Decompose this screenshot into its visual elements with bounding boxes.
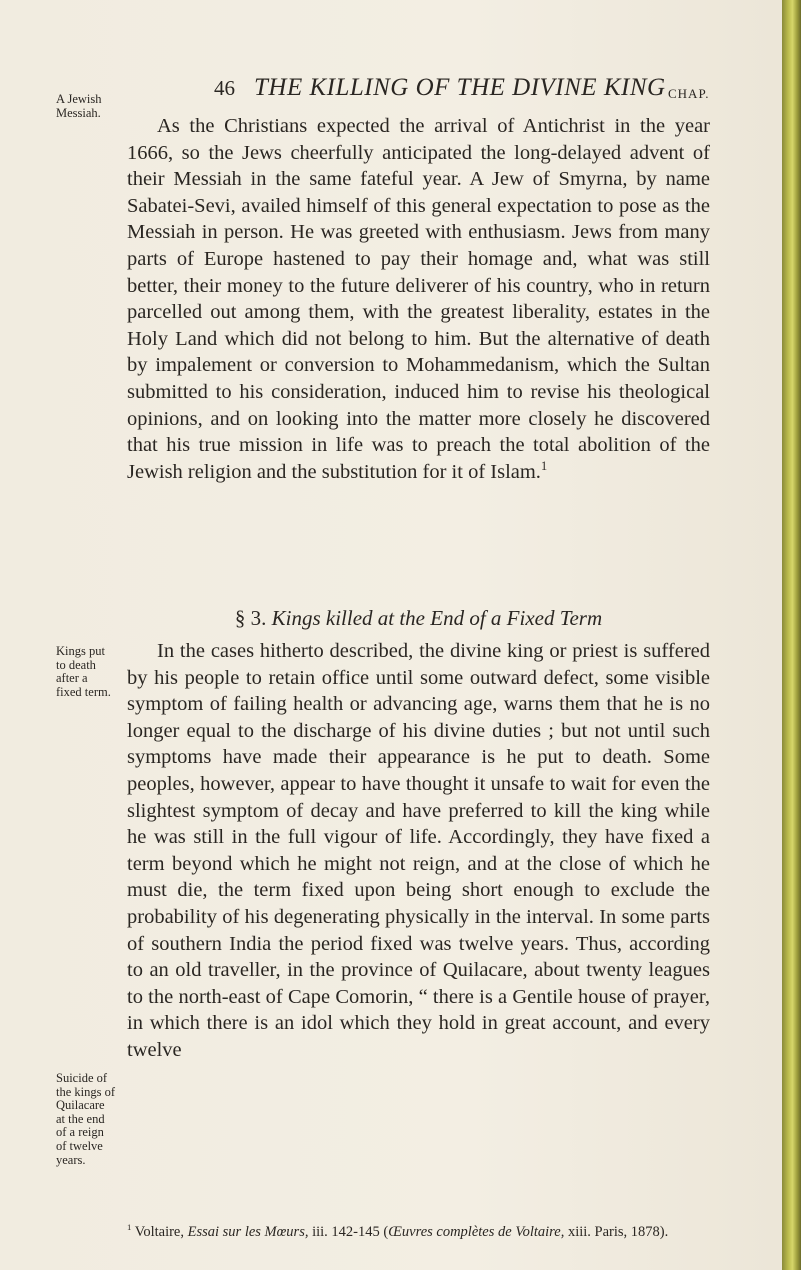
section-symbol: § 3. <box>234 606 267 630</box>
running-title: THE KILLING OF THE DIVINE KING <box>254 74 666 101</box>
footnote-collection-title: Œuvres complètes de Voltaire, <box>388 1224 565 1240</box>
sidenote-jewish-messiah: A Jewish Messiah. <box>56 92 102 120</box>
book-binding-edge <box>782 0 801 1270</box>
section-title: Kings killed at the End of a Fixed Term <box>271 606 603 630</box>
footnote: $^1$ Voltaire, Essai sur les Mœurs, iii. 142-145 (Œuvres complètes de Voltaire, xiii. Paris, 1878). <box>127 1222 669 1240</box>
chapter-marker: CHAP. <box>668 86 710 101</box>
page-number: 46 <box>214 76 235 100</box>
sidenote-kings-put-to-death: Kings put to death after a fixed term. <box>56 644 111 699</box>
paragraph-fixed-term <box>127 638 710 1064</box>
paragraph-text: As the Christians expected the arrival of Antichrist in the year 1666, so the Jews cheerfully anticipated the long-delayed advent of their Messiah in the same fateful year. A Jew of Smyrna, by name Sabatei-Sevi, availed himself of this general expectation to pose as the Messiah in person. He was greeted with enthusiasm. Jews from many parts of Europe hastened to pay their homage and, what was still better, their money to the future deliverer of his country, who in return parcelled out among them, with the greatest liberality, estates in the Holy Land which did not belong to him. But the alternative of death by impalement or conversion to Mohammedanism, which the Sultan submitted to his consideration, induced him to revise his theological opinions, and on looking into the matter more closely he discovered that his true mission in life was to preach the total abolition of the Jewish religion and the substitution for it of Islam. <box>127 115 710 483</box>
paragraph-text: In the cases hitherto described, the divine king or priest is suffered by his people to retain office until some outward defect, some visible symptom of failing health or advancing age, warns them that he is no longer equal to the discharge of his divine duties ; but not until such symptoms have made their appearance is he put to death. Some peoples, however, appear to have thought it unsafe to wait for even the slightest symptom of decay and have preferred to kill the king while he was still in the full vigour of life. Accordingly, they have fixed a term beyond which he might not reign, and at the close of which he must die, the term fixed upon being short enough to exclude the probability of his degenerating physically in the interval. In some parts of southern India the period fixed was twelve years. Thus, according to an old traveller, in the province of Quilacare, about twenty leagues to the north-east of Cape Comorin, “ there is a Gentile house of prayer, in which there is an idol which they hold in great account, and every twelve <box>127 640 710 1061</box>
footnote-title: Essai sur les Mœurs, <box>187 1224 309 1240</box>
sidenote-suicide-quilacare: Suicide of the kings of Quilacare at the end of a reign of twelve years. <box>56 1071 116 1167</box>
paragraph-messiah <box>127 113 710 485</box>
section-heading <box>127 606 710 631</box>
footnote-marker: 1 <box>127 1222 132 1233</box>
footnote-reference: 1 <box>540 458 548 473</box>
